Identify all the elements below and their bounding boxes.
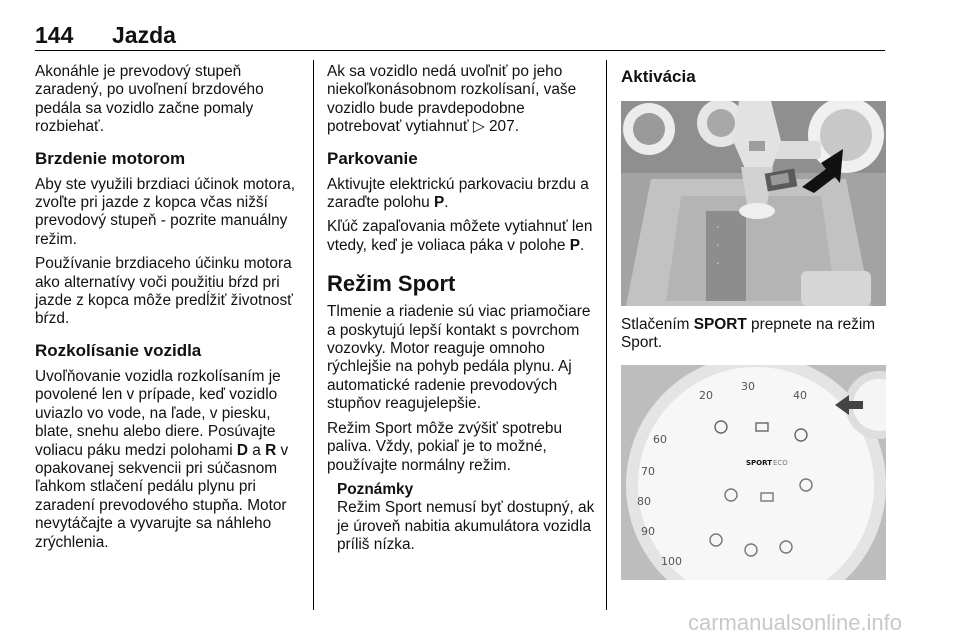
speed-label: 40 [793, 388, 807, 402]
note-text: Režim Sport nemusí byť dostupný, ak je úroveň nabitia akumulátora vozidla príliš nízka. [337, 499, 595, 554]
gear-r: R [265, 441, 277, 459]
column-divider-1 [313, 60, 314, 610]
speed-label: 20 [699, 388, 713, 402]
speed-label: 100 [661, 554, 682, 568]
mode-eco-label: ECO [773, 458, 788, 467]
note-title: Poznámky [337, 480, 414, 498]
paragraph-rocking: Uvoľňovanie vozidla rozkolísaním je povolené len v prípade, keď vozidlo uviazlo vo vode, na ľade, v piesku, blate, snehu alebo diere. Posúvajte voliacu páku medzi polohami D a R v opakovanej sekvencii pri súčasnom ľahkom stlačení pedálu plynu pri zaradení prevodového stupňa. Motor nevytáčajte a vyvarujte sa náhleho zrýchlenia. [35, 367, 289, 551]
heading-sport-mode: Režim Sport [327, 271, 456, 297]
paragraph-sport-1: Tlmenie a riadenie sú viac priamočiare a poskytujú lepší kontakt s povrchom vozovky. Motor reaguje omnoho rýchlejšie na pohyb pedála plynu. Aj automatické radenie prevodových stupňov reagujelepšie. [327, 303, 591, 413]
heading-parking: Parkovanie [327, 148, 418, 168]
paragraph-engine-braking-2: Používanie brzdiaceho účinku motora ako alternatívy voči použitiu bŕzd pri jazde z kopca môže predĺžiť životnosť bŕzd. [35, 255, 293, 328]
page-ref-link[interactable]: 207 [489, 118, 515, 136]
figure-instrument-cluster [621, 365, 886, 580]
svg-text:·: · [716, 221, 720, 234]
mode-sport-label: SPORT [746, 458, 772, 467]
gear-selector-illustration [621, 101, 886, 306]
svg-text:·: · [716, 257, 720, 270]
column-3 [621, 63, 886, 580]
gear-p: P [434, 194, 445, 212]
sport-button-label: SPORT [693, 316, 747, 333]
heading-activation: Aktivácia [621, 67, 696, 86]
section-title: Jazda [112, 22, 176, 48]
watermark: carmanualsonline.info [688, 610, 903, 635]
column-divider-2 [606, 60, 607, 610]
paragraph-parking-1: Aktivujte elektrickú parkovaciu brzdu a zaraďte polohu P. [327, 175, 589, 212]
speed-label: 30 [741, 379, 755, 393]
page-header [35, 22, 885, 51]
instrument-cluster-illustration [621, 365, 886, 580]
page-number: 144 [35, 22, 74, 48]
paragraph-rocking-cont: Ak sa vozidlo nedá uvoľniť po jeho niekoľkonásobnom rozkolísaní, vaše vozidlo bude pravdepodobne potrebovať vytiahnuť ▷ 207. [327, 63, 577, 136]
column-1 [35, 63, 310, 558]
speed-label: 80 [637, 494, 651, 508]
note-box [337, 481, 597, 555]
paragraph-activation: Stlačením SPORT prepnete na režim Sport. [621, 316, 876, 352]
heading-engine-braking: Brzdenie motorom [35, 148, 186, 168]
paragraph-sport-2: Režim Sport môže zvýšiť spotrebu paliva. Vždy, pokiaľ je to možné, používajte normálny režim. [327, 419, 563, 474]
paragraph-parking-2: Kľúč zapaľovania môžete vytiahnuť len vtedy, keď je voliaca páka v polohe P. [327, 218, 593, 254]
paragraph-engine-braking-1: Aby ste využili brzdiaci účinok motora, zvoľte pri jazde z kopca včas nižší prevodový stupeň - pozrite manuálny režim. [35, 175, 296, 248]
paragraph-intro: Akonáhle je prevodový stupeň zaradený, po uvoľnení brzdového pedála sa vozidlo začne pomaly rozbiehať. [35, 63, 264, 136]
svg-text:·: · [716, 239, 720, 252]
column-2 [327, 63, 597, 561]
speed-label: 70 [641, 464, 655, 478]
speed-label: 60 [653, 432, 667, 446]
gear-p-2: P [569, 236, 581, 254]
figure-gear-selector [621, 101, 886, 306]
gear-d: D [236, 441, 249, 459]
speed-label: 90 [641, 524, 655, 538]
heading-rocking: Rozkolísanie vozidla [35, 340, 202, 360]
page-ref-icon: ▷ [472, 118, 485, 136]
